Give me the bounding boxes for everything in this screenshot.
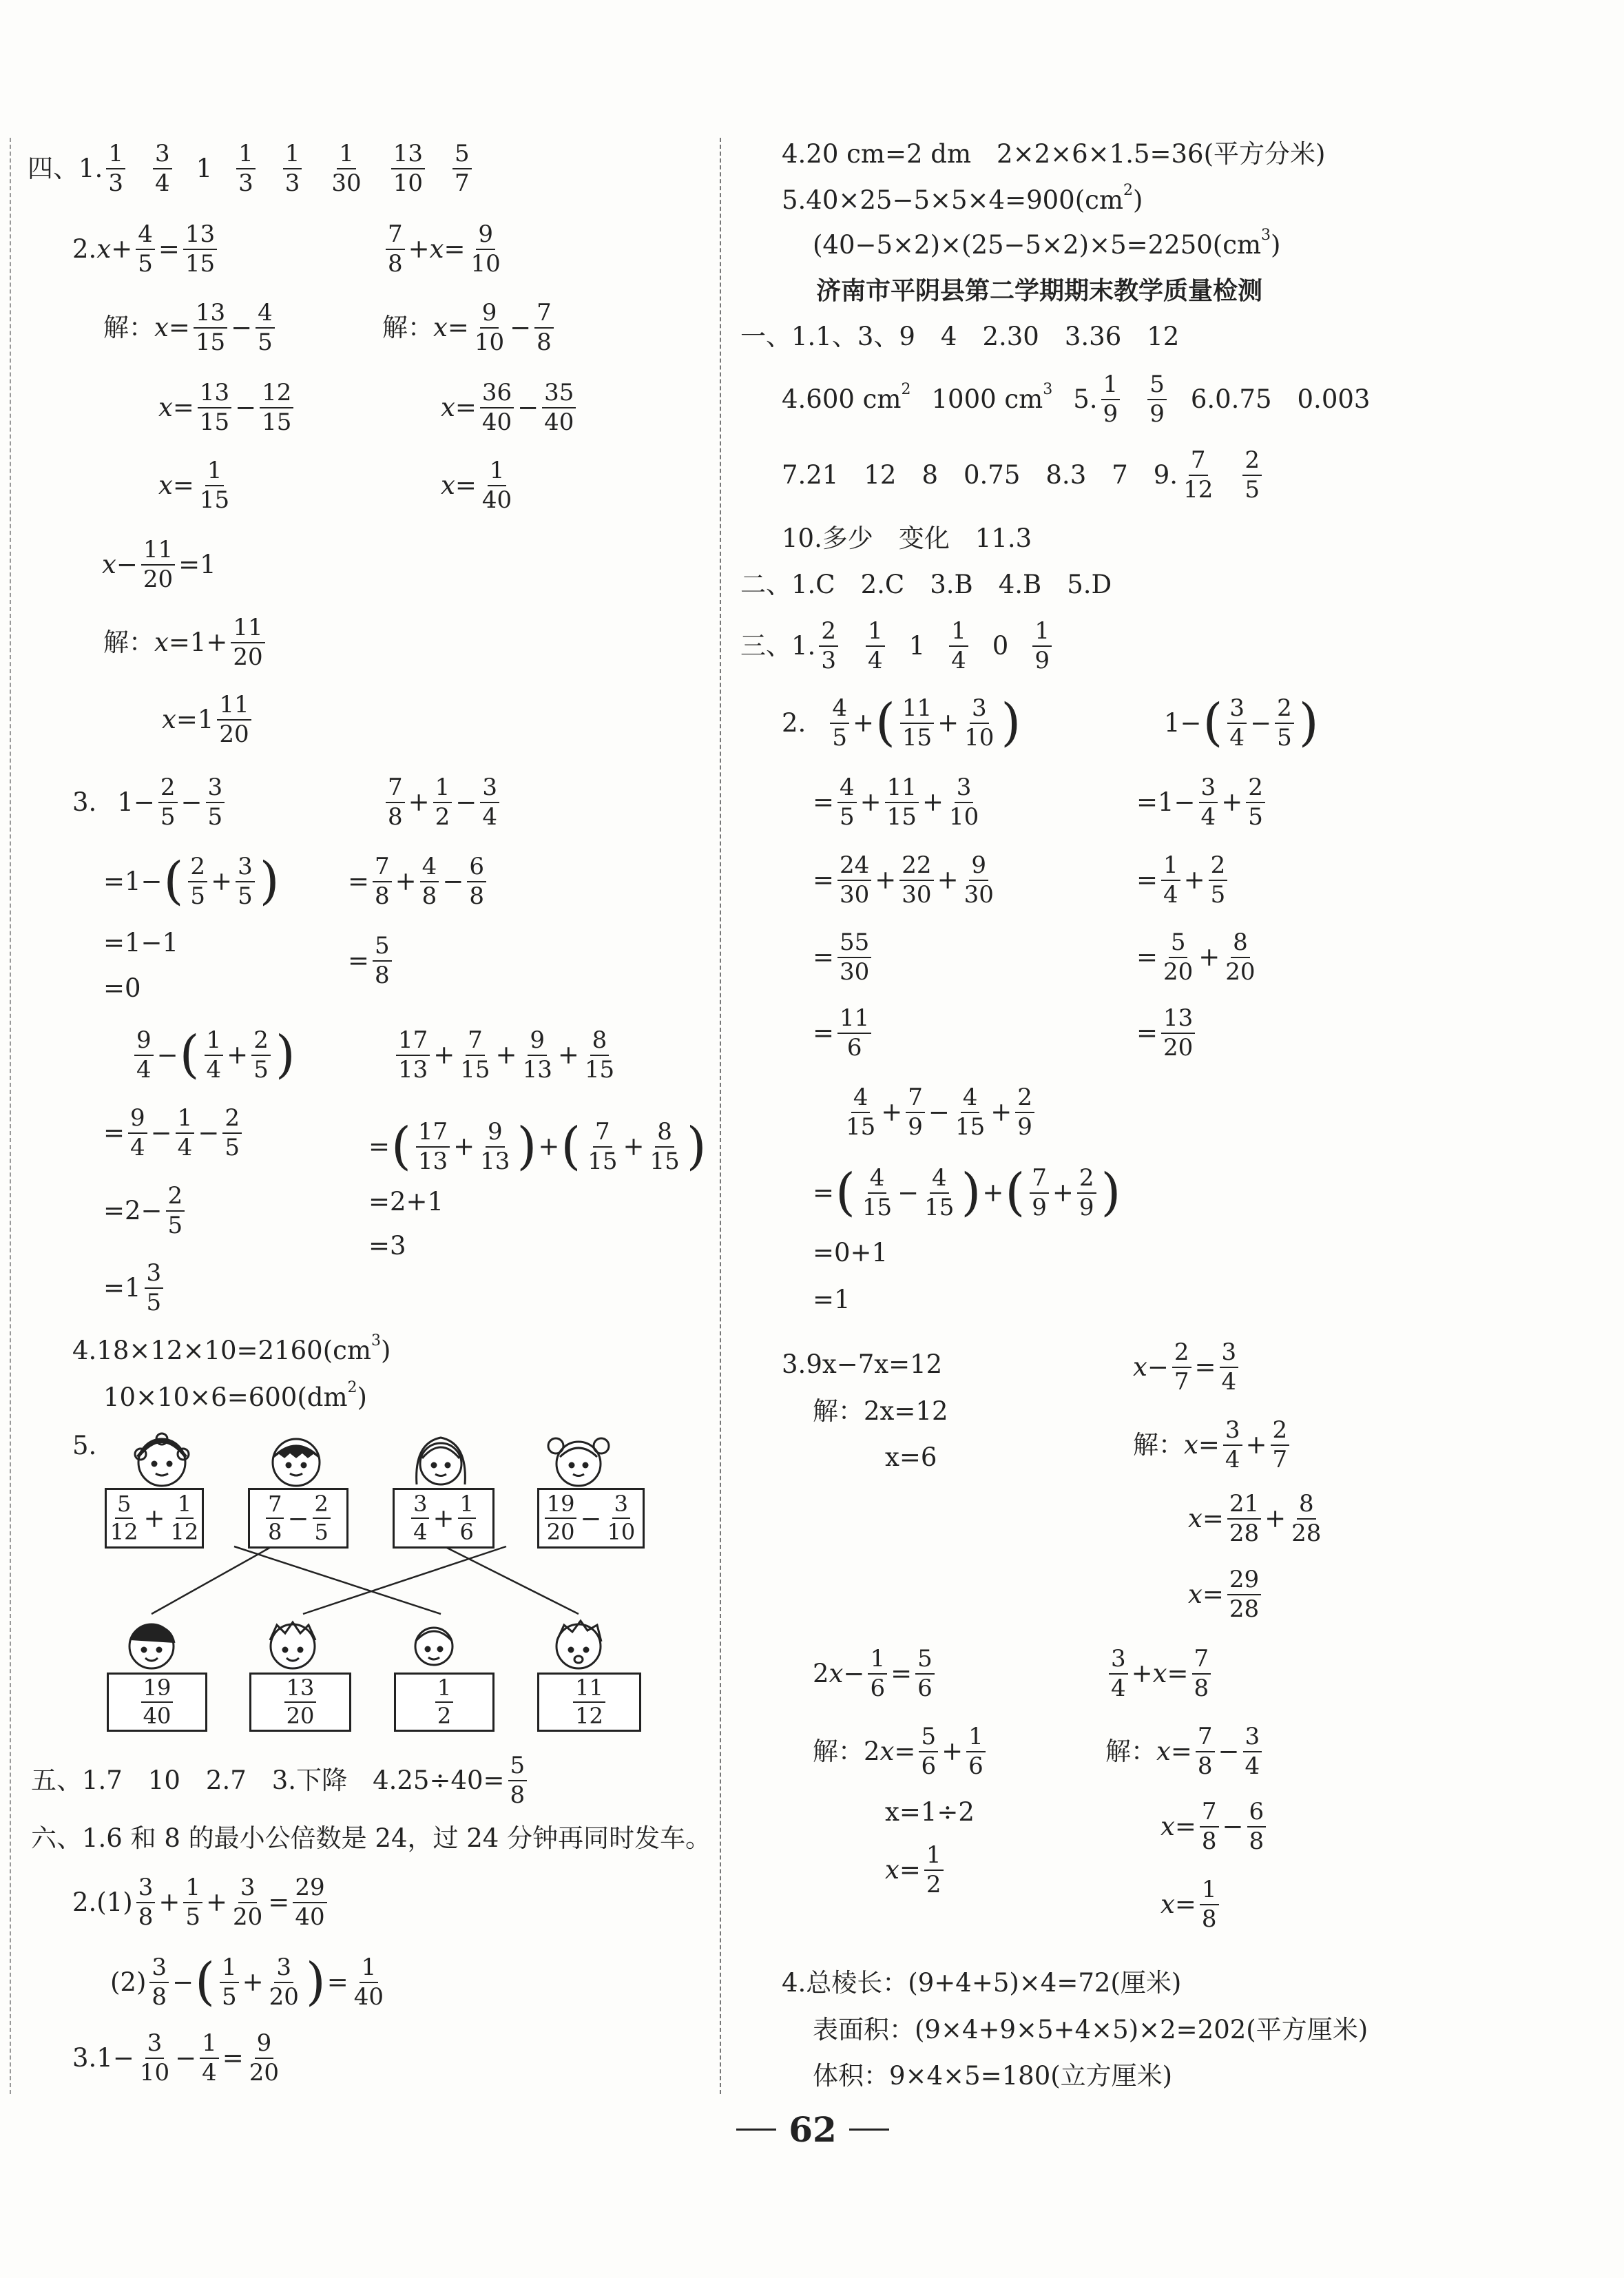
s6-q2a: 2.(1) 3 8 + 1 5 + 3 20 = 29 40 <box>72 1875 331 1929</box>
s4-q3-step1c: = 9 4 − 1 4 − 2 5 <box>103 1106 245 1160</box>
step: x=6 <box>885 1442 937 1472</box>
match-line-3 <box>444 1546 579 1614</box>
s4-q3-expr-c: 9 4 − ( 1 4 + 2 5 ) <box>131 1028 297 1082</box>
label: 2. <box>72 234 97 265</box>
text: 4.20 cm=2 dm 2×2×6×1.5=36(平方分米) <box>782 139 1326 169</box>
s4-q2-ans-a: x = 1 15 <box>158 457 230 514</box>
s4-q2-step2b: x = 36 40 − 35 40 <box>441 380 579 435</box>
solve-label: 解： <box>103 313 154 343</box>
match-box-top-1: 5 12 + 1 12 <box>105 1488 204 1549</box>
right-q5b: (40−5×2)×(25−5×2)×5=2250(cm 3 ) <box>813 226 1281 260</box>
s4-q3-step2b: = 5 8 <box>348 933 395 988</box>
p3-q3-c1: 解： 2 x = 5 6 + 1 6 <box>813 1724 989 1779</box>
text: 体积：9×4×5=180(立方厘米) <box>813 2061 1173 2091</box>
p3-q3-d1: 解： x = 7 8 − 3 4 <box>1105 1724 1265 1779</box>
boy-2-icon <box>270 1622 315 1668</box>
match-box-bottom-1: 19 40 <box>107 1673 207 1732</box>
s4-q5-label <box>72 1433 96 1458</box>
text: 7.21 12 8 0.75 8.3 7 9. <box>782 460 1178 490</box>
p3-q2-a4: = 11 6 <box>813 1006 875 1060</box>
match-box-bottom-3: 1 2 <box>394 1673 495 1732</box>
right-title <box>816 279 1262 304</box>
s4-q1: 四、1. 1 3 3 4 1 1 3 1 3 1 30 13 10 5 7 <box>28 141 475 196</box>
s6-q1 <box>31 1825 711 1851</box>
solve-label: 解： <box>813 1396 864 1426</box>
p3-q3-eq-c: 2 x − 1 6 = 5 6 <box>813 1646 938 1701</box>
label: 2. <box>782 708 806 738</box>
match-line-4 <box>303 1546 506 1614</box>
text: 4.总棱长：(9+4+5)×4=72(厘米) <box>782 1968 1182 1998</box>
s6-q3: 3.1− $\frac{3}{10}$ − 1 4 = 9 20 <box>72 2029 280 2087</box>
text: 五、1.7 10 2.7 3.下降 4.25÷40= <box>31 1766 505 1796</box>
step: x=1÷2 <box>885 1797 975 1827</box>
exam-title: 济南市平阴县第二学期期末教学质量检测 <box>816 277 1263 305</box>
match-line-1 <box>234 1546 441 1614</box>
match-box-top-4: 19 20 − 3 10 <box>537 1488 645 1549</box>
s4-q2-step-c: 解： x =1+ 11 20 <box>103 615 269 670</box>
s4-q3-step3a: =0 <box>103 973 141 1003</box>
text: 6.0.75 0.003 <box>1190 384 1371 415</box>
p3-q3-eq-a <box>782 1349 943 1379</box>
p3-q2-c1: = ( 4 15 − 4 15 ) + ( 7 9 + 2 9 ) <box>813 1163 1121 1223</box>
p3-q2-expr-b: 1− ( 3 4 − 2 5 ) <box>1164 693 1319 753</box>
match-line-2 <box>152 1546 272 1614</box>
p3-q2-c3: =1 <box>813 1285 851 1314</box>
s4-q3-step1d: = ( 17 13 + 9 13 ) + ( 7 15 + 8 15 ) <box>368 1117 707 1177</box>
solve-label: 解： <box>1133 1430 1184 1460</box>
s4-q2-step2a: x = 13 15 − 12 15 <box>158 380 297 435</box>
equation: 9x−7x=12 <box>806 1349 943 1379</box>
p3-q3-d3: x = 1 8 <box>1160 1877 1222 1932</box>
s4-q3-step2c: =2− 2 5 <box>103 1183 188 1238</box>
label: 3.1− <box>72 2043 134 2073</box>
match-box-bottom-4: 11 12 <box>537 1673 641 1732</box>
girl-pigtails-icon <box>548 1438 609 1486</box>
s5-line: 五、1.7 10 2.7 3.下降 4.25÷40= $\frac{5}{8}$ <box>31 1753 530 1808</box>
text: 5. <box>1073 384 1098 415</box>
step: 2x=12 <box>864 1396 948 1426</box>
solve-label: 解： <box>813 1737 864 1767</box>
s4-q2-eq-a: 2. x + 4 5 = 13 15 <box>72 222 220 276</box>
label: 3. <box>782 1349 806 1379</box>
text: 六、1.6 和 8 的最小公倍数是 24，过 24 分钟再同时发车。 <box>31 1823 711 1853</box>
page-number <box>641 2109 985 2150</box>
s4-q3-step1b: = 7 8 + 4 8 − 6 8 <box>348 854 490 909</box>
column-separator <box>720 138 721 2094</box>
s4-q4-line1: 4.18×12×10=2160(cm 3 ) <box>72 1332 391 1365</box>
p3-q3-c2 <box>885 1799 975 1825</box>
p3-q2-expr-c: 4 15 + 7 9 − 4 15 + 2 9 <box>840 1085 1038 1139</box>
s4-q2-ans-b: x = 1 40 <box>441 457 512 514</box>
match-box-bottom-2: 13 20 <box>249 1673 351 1732</box>
p3-q3-c3: x = 1 2 <box>885 1843 947 1897</box>
label: 三、1. <box>740 631 816 661</box>
solve-label: 解： <box>382 313 433 343</box>
p3-q3-eq-b: x − 2 7 = 3 4 <box>1133 1340 1242 1394</box>
p4-line1 <box>782 1970 1181 1996</box>
girl-hat-icon <box>135 1433 189 1486</box>
p1-line2: 4.600 cm 2 1000 cm 3 5. 1 9 5 9 6.0.75 0.003 <box>782 371 1371 428</box>
p3-q2-c2: =0+1 <box>813 1238 888 1267</box>
p3-q2-b3: = 5 20 + 8 20 <box>1136 929 1256 986</box>
s4-q3-step2d: =2+1 <box>368 1187 444 1216</box>
text: 5.40×25−5×5×4=900(cm <box>782 185 1123 215</box>
s4-q3-expr-d: 17 13 + 7 15 + 9 13 + 8 15 <box>393 1028 620 1082</box>
p3-q3-eq-d: 3 4 + x = 7 8 <box>1105 1646 1214 1701</box>
s4-q3-step2a: =1−1 <box>103 928 179 957</box>
p3-q3-b2: x = 21 28 + 8 28 <box>1188 1490 1322 1547</box>
p3-q2-b1: =1− 3 4 + 2 5 <box>1136 775 1269 829</box>
s6-q2b: (2) 3 8 − ( 1 5 + 3 20 ) = 1 40 <box>110 1952 384 2012</box>
label: 3. <box>72 787 97 818</box>
p3-q3-b1: 解： x = 3 4 + 2 7 <box>1133 1418 1293 1472</box>
label: 四、1. <box>28 154 103 184</box>
right-q4 <box>782 141 1325 167</box>
label: (2) <box>110 1967 147 1998</box>
s4-q2-eq-b: 7 8 + x = 9 10 <box>382 222 506 276</box>
p3-q2-a1: = 4 5 + 11 15 + 3 10 <box>813 774 979 831</box>
text: 表面积：(9×4+9×5+4×5)×2=202(平方厘米) <box>813 2015 1368 2044</box>
p3-q2-expr-a: 2. 4 5 + ( 11 15 + 3 10 ) <box>782 693 1021 753</box>
text: 1000 cm <box>931 384 1043 415</box>
boy-4-icon <box>556 1621 601 1668</box>
text: 二、1.C 2.C 3.B 4.B 5.D <box>740 570 1112 599</box>
p4-line2 <box>813 2017 1368 2042</box>
p3-q3-a1 <box>813 1398 948 1424</box>
text: 10.多少 变化 11.3 <box>782 524 1032 553</box>
solve-label: 解： <box>1105 1737 1156 1767</box>
girl-longhair-icon <box>417 1438 466 1484</box>
s4-q2-step1a: 解： x = 13 15 − 4 5 <box>103 300 278 355</box>
solve-label: 解： <box>103 628 154 658</box>
boy-1-icon <box>129 1624 174 1668</box>
boy-3-icon <box>415 1628 452 1665</box>
p3-q3-a2 <box>885 1442 937 1472</box>
s4-q3-step3c: =1 3 5 <box>103 1261 167 1315</box>
p1-line4 <box>782 526 1032 551</box>
s4-q3-expr-b: 7 8 + 1 2 − 3 4 <box>382 775 503 829</box>
text: 4.18×12×10=2160(cm <box>72 1336 371 1365</box>
text: (40−5×2)×(25−5×2)×5=2250(cm <box>813 230 1262 260</box>
p3-q3-d2: x = 7 8 − 6 8 <box>1160 1799 1269 1854</box>
s4-q2-ans-c: x =1 11 20 <box>162 692 255 747</box>
p2-line <box>740 572 1112 597</box>
p3-q2-b4: = 13 20 <box>1136 1006 1198 1060</box>
p1-line1 <box>740 324 1179 349</box>
text: 4.600 cm <box>782 384 902 415</box>
s4-q3-step1a: =1− ( 2 5 + 3 5 ) <box>103 851 280 911</box>
match-box-top-3: 3 4 + 1 6 <box>393 1488 495 1549</box>
right-q5a: 5.40×25−5×5×4=900(cm 2 ) <box>782 181 1143 215</box>
page-number-text: 62 <box>789 2109 837 2150</box>
text: 一、1.1、3、9 4 2.30 3.36 12 <box>740 322 1180 351</box>
text: 10×10×6=600(dm <box>103 1383 348 1412</box>
match-box-top-2: 7 8 − 2 5 <box>248 1488 348 1549</box>
s4-q2-eq-c: x − 11 20 =1 <box>102 536 216 593</box>
s4-q2-step1b: 解： x = 9 10 − 7 8 <box>382 300 557 355</box>
left-dashed-margin <box>10 138 11 2094</box>
p3-q2-a3: = 55 30 <box>813 930 875 984</box>
girl-bangs-icon <box>273 1439 320 1486</box>
label: 2.(1) <box>72 1887 133 1918</box>
p3-q2-b2: = 1 4 + 2 5 <box>1136 853 1231 907</box>
s4-q4-line2: 10×10×6=600(dm 2 ) <box>103 1378 367 1412</box>
label: 5. <box>72 1431 97 1460</box>
p3-q1: 三、1. 2 3 1 4 1 1 4 0 1 9 <box>740 619 1055 673</box>
p3-q3-b3: x = 29 28 <box>1188 1567 1264 1622</box>
p1-line3: 7.21 12 8 0.75 8.3 7 9. 7 12 2 5 <box>782 448 1265 502</box>
s4-q3-expr-a: 3. 1− 2 5 − 3 5 <box>72 775 228 829</box>
p4-line3 <box>813 2063 1172 2089</box>
p3-q2-a2: = 24 30 + 22 30 + 9 30 <box>813 851 994 909</box>
s4-q3-step3d: =3 <box>368 1231 406 1261</box>
